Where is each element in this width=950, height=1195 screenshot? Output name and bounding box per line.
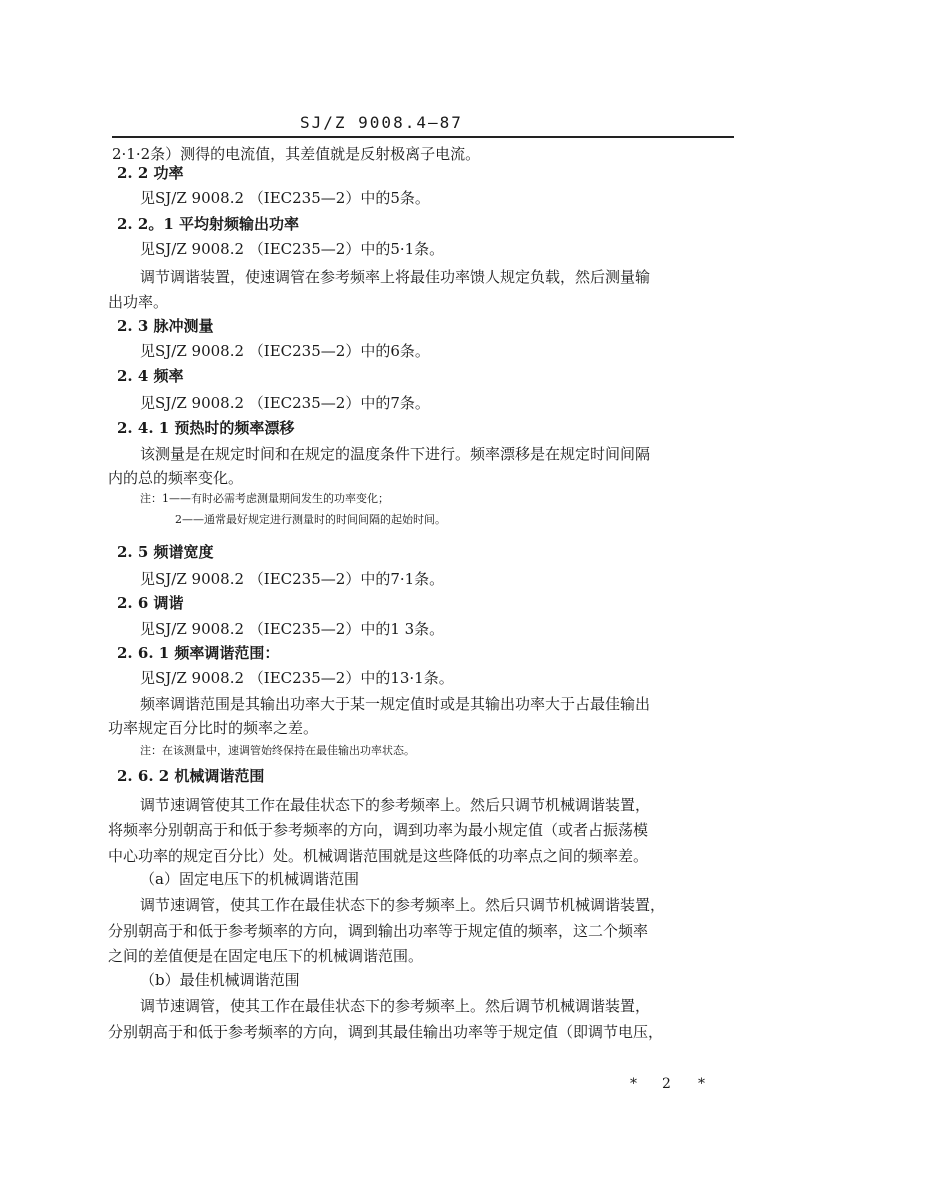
header-rule	[112, 136, 734, 138]
text-line: 见SJ/Z 9008.2 （IEC235—2）中的7·1条。	[140, 570, 445, 588]
footer-star-right: *	[698, 1076, 705, 1092]
section-heading: 2. 6. 1 频率调谐范围：	[117, 644, 280, 662]
document-code-header: SJ/Z 9008.4—87	[300, 113, 463, 132]
footer-star-left: *	[630, 1076, 637, 1092]
text-line: 2·1·2条）测得的电流值，其差值就是反射极离子电流。	[112, 145, 481, 163]
section-heading: 2. 6 调谐	[117, 594, 184, 612]
text-line: 见SJ/Z 9008.2 （IEC235—2）中的7条。	[140, 394, 430, 412]
text-line: 调节速调管，使其工作在最佳状态下的参考频率上。然后调节机械调谐装置，	[140, 997, 651, 1015]
text-line: 见SJ/Z 9008.2 （IEC235—2）中的1 3条。	[140, 620, 445, 638]
text-line: 频率调谐范围是其输出功率大于某一规定值时或是其输出功率大于占最佳输出	[140, 695, 651, 713]
section-heading: 2. 2。1 平均射频输出功率	[117, 215, 299, 233]
section-heading: 2. 4. 1 预热时的频率漂移	[117, 419, 295, 437]
text-line: 分别朝高于和低于参考频率的方向，调到其最佳输出功率等于规定值（即调节电压，	[108, 1023, 664, 1041]
note-line: 注：1——有时必需考虑测量期间发生的功率变化；	[140, 492, 389, 505]
note-line: 注：在该测量中，速调管始终保持在最佳输出功率状态。	[140, 744, 415, 757]
text-line: 出功率。	[108, 293, 169, 311]
section-heading: 2. 3 脉冲测量	[117, 317, 214, 335]
text-line: 见SJ/Z 9008.2 （IEC235—2）中的5·1条。	[140, 240, 445, 258]
text-line: 见SJ/Z 9008.2 （IEC235—2）中的6条。	[140, 342, 430, 360]
text-line: 调节速调管，使其工作在最佳状态下的参考频率上。然后只调节机械调谐装置，	[140, 896, 666, 914]
text-line: 分别朝高于和低于参考频率的方向，调到输出功率等于规定值的频率，这二个频率	[108, 922, 649, 940]
section-heading: 2. 6. 2 机械调谐范围	[117, 767, 265, 785]
text-line: （b）最佳机械调谐范围	[140, 971, 300, 989]
note-line: 2——通常最好规定进行测量时的时间间隔的起始时间。	[175, 513, 446, 526]
page-number: 2	[662, 1076, 671, 1092]
section-heading: 2. 2 功率	[117, 164, 184, 182]
text-line: 调节调谐装置，使速调管在参考频率上将最佳功率馈人规定负载，然后测量输	[140, 268, 651, 286]
text-line: 见SJ/Z 9008.2 （IEC235—2）中的5条。	[140, 189, 430, 207]
text-line: 见SJ/Z 9008.2 （IEC235—2）中的13·1条。	[140, 669, 454, 687]
text-line: 将频率分别朝高于和低于参考频率的方向，调到功率为最小规定值（或者占振荡模	[108, 821, 649, 839]
text-line: 该测量是在规定时间和在规定的温度条件下进行。频率漂移是在规定时间间隔	[140, 445, 651, 463]
text-line: 内的总的频率变化。	[108, 469, 244, 487]
text-line: 中心功率的规定百分比）处。机械调谐范围就是这些降低的功率点之间的频率差。	[108, 847, 649, 865]
section-heading: 2. 5 频谱宽度	[117, 543, 214, 561]
text-line: （a）固定电压下的机械调谐范围	[140, 870, 359, 888]
section-heading: 2. 4 频率	[117, 367, 184, 385]
text-line: 之间的差值便是在固定电压下的机械调谐范围。	[108, 947, 424, 965]
text-line: 功率规定百分比时的频率之差。	[108, 719, 319, 737]
text-line: 调节速调管使其工作在最佳状态下的参考频率上。然后只调节机械调谐装置，	[140, 796, 651, 814]
